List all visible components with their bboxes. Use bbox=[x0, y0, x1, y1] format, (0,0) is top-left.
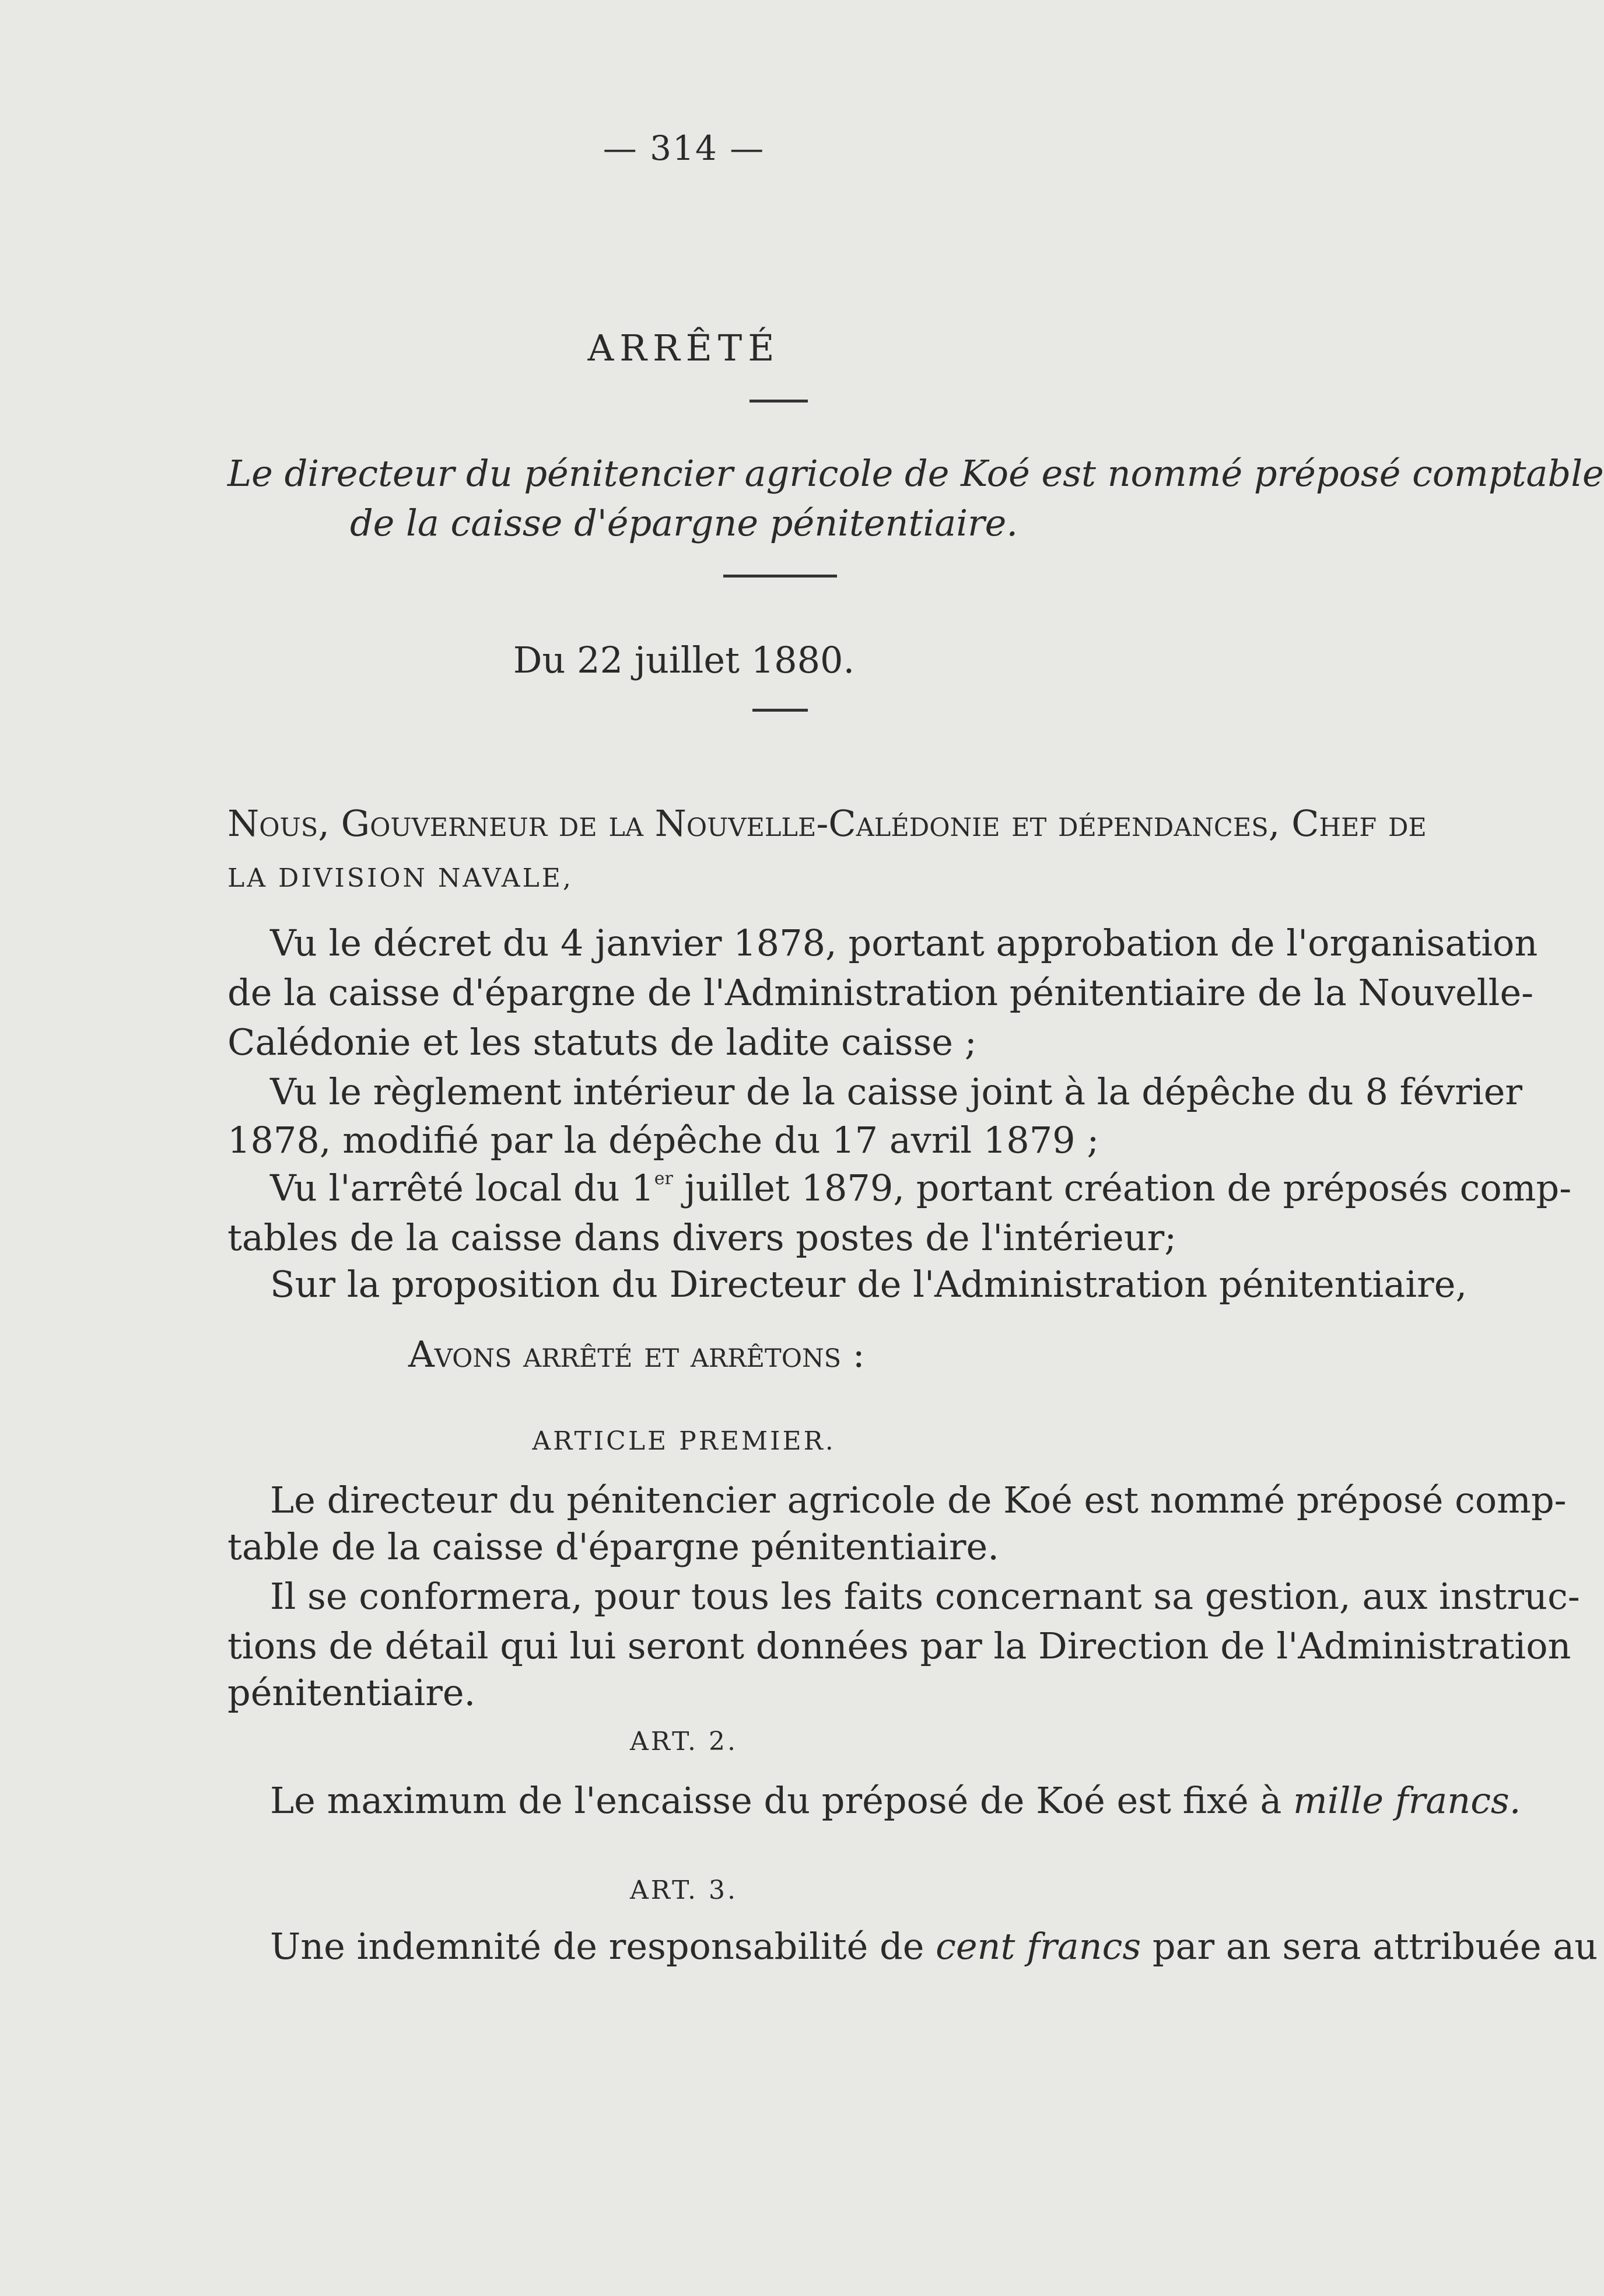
article-1-heading: ARTICLE PREMIER. bbox=[532, 1426, 836, 1456]
considerant-1-line-1: Vu le décret du 4 janvier 1878, portant approbation de l'organisation bbox=[270, 922, 1538, 964]
considerant-3-text-a: Vu l'arrêté local du 1 bbox=[270, 1167, 654, 1209]
title-rule bbox=[750, 400, 808, 402]
article-2-text: Le maximum de l'encaisse du préposé de Koé est fixé à bbox=[270, 1779, 1294, 1822]
article-1-line-5: pénitentiaire. bbox=[227, 1671, 476, 1714]
considerant-2-line-2: 1878, modifié par la dépêche du 17 avril 1879 ; bbox=[227, 1119, 1099, 1161]
considerant-3-line-1 bbox=[270, 1167, 1571, 1209]
article-3-heading: ART. 3. bbox=[630, 1875, 738, 1905]
considerant-2-line-1: Vu le règlement intérieur de la caisse joint à la dépêche du 8 février bbox=[270, 1070, 1523, 1113]
article-2-amount: mille francs. bbox=[1293, 1779, 1521, 1822]
article-3-amount: cent francs bbox=[936, 1925, 1141, 1968]
article-1-line-1: Le directeur du pénitencier agricole de Koé est nommé préposé comp- bbox=[270, 1479, 1567, 1521]
subtitle-line-2: de la caisse d'épargne pénitentiaire. bbox=[349, 502, 1018, 544]
preamble-line-1: Nous, Gouverneur de la Nouvelle-Calédonie et dépendances, Chef de bbox=[227, 802, 1427, 845]
considerant-1-line-2: de la caisse d'épargne de l'Administration pénitentiaire de la Nouvelle- bbox=[227, 971, 1534, 1014]
article-1-line-4: tions de détail qui lui seront données par la Direction de l'Administration bbox=[227, 1625, 1571, 1667]
page-number: — 314 — bbox=[603, 128, 765, 168]
document-title: ARRÊTÉ bbox=[587, 327, 780, 369]
preamble-line-2: LA DIVISION NAVALE, bbox=[227, 863, 573, 893]
subtitle-line-1: Le directeur du pénitencier agricole de Koé est nommé préposé comptable bbox=[227, 452, 1604, 495]
article-3-text-a: Une indemnité de responsabilité de bbox=[270, 1925, 936, 1968]
considerant-3-line-2: tables de la caisse dans divers postes de l'intérieur; bbox=[227, 1216, 1177, 1259]
subtitle-rule bbox=[723, 575, 837, 578]
document-date: Du 22 juillet 1880. bbox=[513, 639, 855, 681]
article-1-line-2: table de la caisse d'épargne pénitentiaire. bbox=[227, 1525, 999, 1568]
article-3-text-c: par an sera attribuée au bbox=[1141, 1925, 1598, 1968]
date-rule bbox=[752, 709, 808, 712]
considerant-3-text-b: juillet 1879, portant création de préposés comp- bbox=[673, 1167, 1572, 1209]
article-2-heading: ART. 2. bbox=[630, 1727, 738, 1756]
considerant-1-line-3: Calédonie et les statuts de ladite caisse ; bbox=[227, 1021, 977, 1063]
article-3-line-1 bbox=[270, 1925, 1598, 1968]
article-2-line-1 bbox=[270, 1779, 1521, 1822]
article-1-line-3: Il se conformera, pour tous les faits concernant sa gestion, aux instruc- bbox=[270, 1575, 1580, 1618]
ordinal-superscript: er bbox=[654, 1168, 673, 1189]
considerant-4-line-1: Sur la proposition du Directeur de l'Administration pénitentiaire, bbox=[270, 1263, 1468, 1306]
decision-formula: Avons arrêté et arrêtons : bbox=[408, 1333, 865, 1376]
